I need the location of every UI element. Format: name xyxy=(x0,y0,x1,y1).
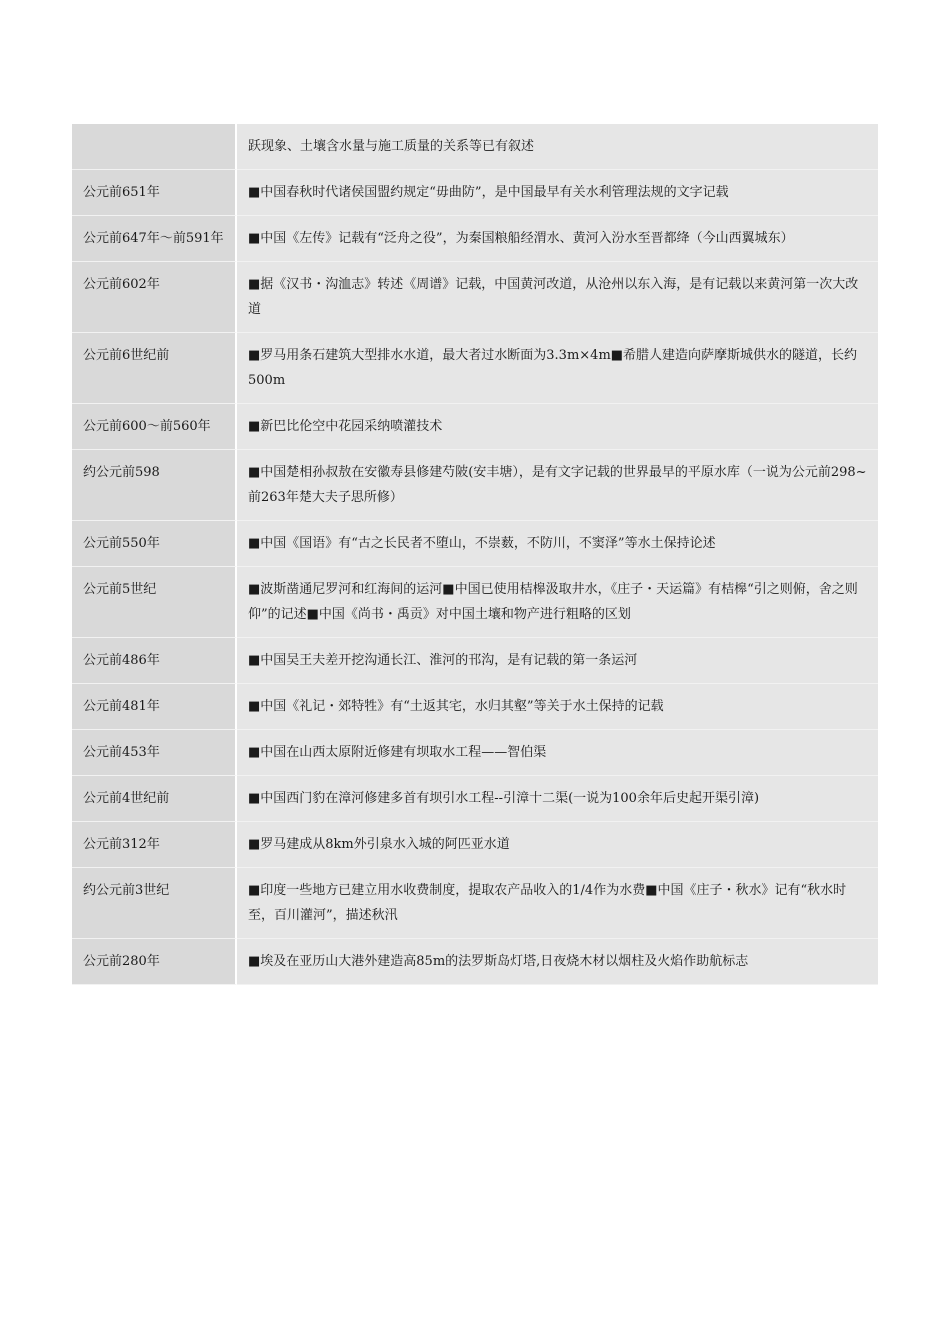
event-cell: ■新巴比伦空中花园采纳喷灌技术 xyxy=(237,404,878,450)
date-cell: 公元前486年 xyxy=(72,638,237,684)
table-row xyxy=(72,730,878,776)
event-cell: 跃现象、土壤含水量与施工质量的关系等已有叙述 xyxy=(237,124,878,170)
event-cell: ■据《汉书・沟洫志》转述《周谱》记载，中国黄河改道，从沧州以东入海，是有记载以来黄河第一次大改道 xyxy=(237,262,878,333)
event-cell: ■中国吴王夫差开挖沟通长江、淮河的邗沟，是有记载的第一条运河 xyxy=(237,638,878,684)
event-cell: ■中国《左传》记载有“泛舟之役”，为秦国粮船经渭水、黄河入汾水至晋都绛（今山西翼城东） xyxy=(237,216,878,262)
table-row xyxy=(72,684,878,730)
table-row xyxy=(72,822,878,868)
date-cell: 公元前602年 xyxy=(72,262,237,333)
date-cell: 公元前453年 xyxy=(72,730,237,776)
table-row xyxy=(72,170,878,216)
event-cell: ■印度一些地方已建立用水收费制度，提取农产品收入的1/4作为水费■中国《庄子・秋水》记有“秋水时至，百川灌河”，描述秋汛 xyxy=(237,868,878,939)
date-cell: 公元前280年 xyxy=(72,939,237,985)
date-cell: 约公元前598 xyxy=(72,450,237,521)
event-cell: ■波斯凿通尼罗河和红海间的运河■中国已使用桔槔汲取井水，《庄子・天运篇》有桔槔“引之则俯，舍之则仰”的记述■中国《尚书・禹贡》对中国土壤和物产进行粗略的区划 xyxy=(237,567,878,638)
date-cell: 公元前600～前560年 xyxy=(72,404,237,450)
date-cell: 公元前5世纪 xyxy=(72,567,237,638)
table-row xyxy=(72,124,878,170)
event-cell: ■罗马建成从8km外引泉水入城的阿匹亚水道 xyxy=(237,822,878,868)
date-cell: 公元前312年 xyxy=(72,822,237,868)
date-cell: 公元前647年～前591年 xyxy=(72,216,237,262)
table-row xyxy=(72,776,878,822)
date-cell: 公元前6世纪前 xyxy=(72,333,237,404)
water-history-timeline-table xyxy=(72,124,878,985)
table-row xyxy=(72,939,878,985)
date-cell: 公元前651年 xyxy=(72,170,237,216)
table-row xyxy=(72,567,878,638)
event-cell: ■中国春秋时代诸侯国盟约规定“毋曲防”，是中国最早有关水利管理法规的文字记载 xyxy=(237,170,878,216)
event-cell: ■罗马用条石建筑大型排水水道，最大者过水断面为3.3m×4m■希腊人建造向萨摩斯城供水的隧道，长约500m xyxy=(237,333,878,404)
event-cell: ■埃及在亚历山大港外建造高85m的法罗斯岛灯塔,日夜烧木材以烟柱及火焰作助航标志 xyxy=(237,939,878,985)
table-row xyxy=(72,404,878,450)
date-cell: 公元前481年 xyxy=(72,684,237,730)
date-cell: 公元前4世纪前 xyxy=(72,776,237,822)
date-cell xyxy=(72,124,237,170)
event-cell: ■中国楚相孙叔敖在安徽寿县修建芍陂(安丰塘），是有文字记载的世界最早的平原水库（一说为公元前298~前263年楚大夫子思所修） xyxy=(237,450,878,521)
event-cell: ■中国《国语》有“古之长民者不堕山，不崇薮，不防川，不窦泽”等水土保持论述 xyxy=(237,521,878,567)
date-cell: 约公元前3世纪 xyxy=(72,868,237,939)
table-row xyxy=(72,521,878,567)
date-cell: 公元前550年 xyxy=(72,521,237,567)
table-row xyxy=(72,450,878,521)
event-cell: ■中国西门豹在漳河修建多首有坝引水工程--引漳十二渠(一说为100余年后史起开渠引漳) xyxy=(237,776,878,822)
table-row xyxy=(72,216,878,262)
table-row xyxy=(72,638,878,684)
event-cell: ■中国《礼记・郊特牲》有“土返其宅，水归其壑”等关于水土保持的记载 xyxy=(237,684,878,730)
table-row xyxy=(72,262,878,333)
event-cell: ■中国在山西太原附近修建有坝取水工程——智伯渠 xyxy=(237,730,878,776)
table-row xyxy=(72,868,878,939)
table-row xyxy=(72,333,878,404)
